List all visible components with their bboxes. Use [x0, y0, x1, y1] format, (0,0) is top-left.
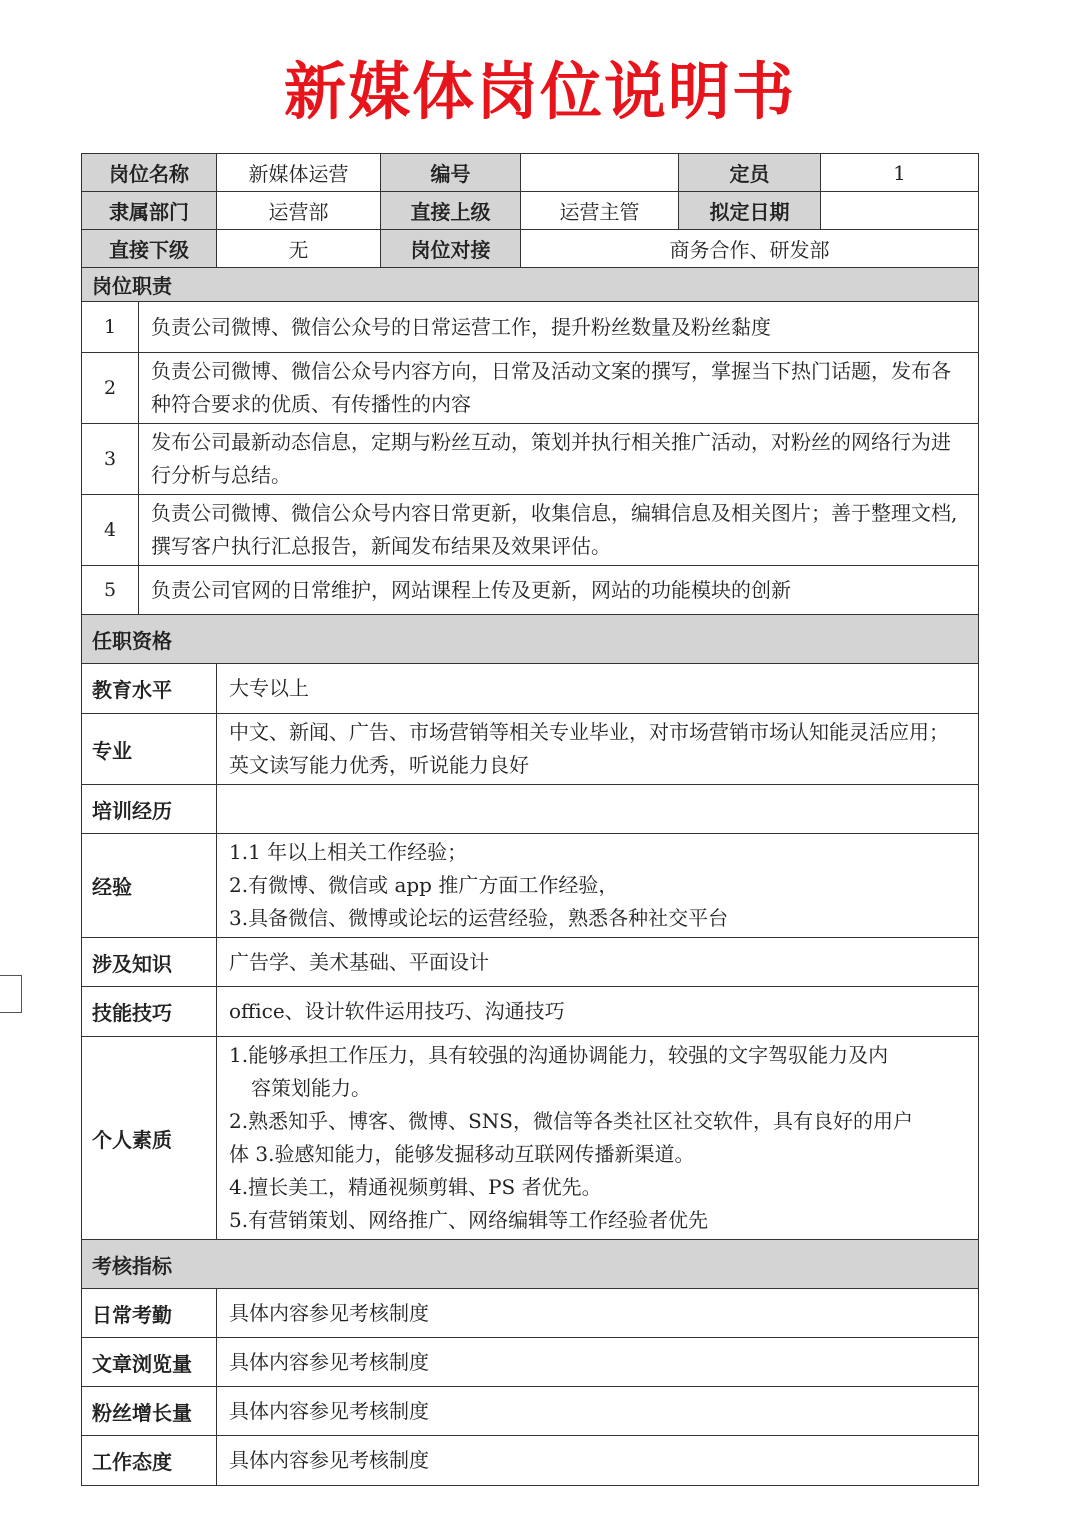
assessment-label: 粉丝增长量 [82, 1387, 217, 1436]
duty-number: 4 [82, 495, 139, 566]
assessment-value: 具体内容参见考核制度 [217, 1387, 979, 1436]
headcount-label: 定员 [679, 154, 821, 192]
assessment-row [82, 1436, 979, 1486]
duty-row [82, 353, 979, 424]
knowledge-row [82, 938, 979, 987]
training-row [82, 785, 979, 834]
qualifications-section-title: 任职资格 [82, 615, 979, 664]
duty-number: 5 [82, 566, 139, 615]
duty-text: 发布公司最新动态信息，定期与粉丝互动，策划并执行相关推广活动，对粉丝的网络行为进行分析与总结。 [139, 424, 979, 495]
duty-row [82, 566, 979, 615]
job-description-table [81, 153, 979, 1486]
superior-label: 直接上级 [381, 192, 521, 230]
experience-row [82, 834, 979, 938]
education-value: 大专以上 [217, 664, 979, 714]
major-label: 专业 [82, 714, 217, 785]
section-qualifications [82, 615, 979, 664]
assessment-section-title: 考核指标 [82, 1240, 979, 1289]
superior-value: 运营主管 [521, 192, 679, 230]
qualities-row [82, 1037, 979, 1240]
qualities-value [217, 1037, 979, 1240]
experience-line: 2.有微博、微信或 app 推广方面工作经验， [229, 873, 619, 897]
dept-value: 运营部 [217, 192, 381, 230]
position-name-label: 岗位名称 [82, 154, 217, 192]
code-label: 编号 [381, 154, 521, 192]
margin-checkbox [0, 975, 22, 1013]
duty-row [82, 302, 979, 353]
header-row-3 [82, 230, 979, 268]
skills-value: office、设计软件运用技巧、沟通技巧 [217, 987, 979, 1037]
qualities-line: 5.有营销策划、网络推广、网络编辑等工作经验者优先 [229, 1208, 709, 1232]
assessment-value: 具体内容参见考核制度 [217, 1289, 979, 1338]
assessment-value: 具体内容参见考核制度 [217, 1436, 979, 1486]
duty-number: 3 [82, 424, 139, 495]
header-row-1 [82, 154, 979, 192]
duty-row [82, 424, 979, 495]
training-label: 培训经历 [82, 785, 217, 834]
liaison-label: 岗位对接 [381, 230, 521, 268]
duty-row [82, 495, 979, 566]
subordinate-value: 无 [217, 230, 381, 268]
assessment-label: 文章浏览量 [82, 1338, 217, 1387]
assessment-label: 日常考勤 [82, 1289, 217, 1338]
duties-section-title: 岗位职责 [82, 268, 979, 302]
major-row [82, 714, 979, 785]
assessment-label: 工作态度 [82, 1436, 217, 1486]
experience-value [217, 834, 979, 938]
duty-text: 负责公司微博、微信公众号的日常运营工作，提升粉丝数量及粉丝黏度 [139, 302, 979, 353]
qualities-line: 2.熟悉知乎、博客、微博、SNS，微信等各类社区社交软件，具有良好的用户 [229, 1109, 913, 1133]
qualities-line: 容策划能力。 [251, 1076, 371, 1100]
page-title: 新媒体岗位说明书 [283, 55, 796, 128]
position-name-value: 新媒体运营 [217, 154, 381, 192]
assessment-row [82, 1289, 979, 1338]
headcount-value: 1 [821, 154, 979, 192]
dept-label: 隶属部门 [82, 192, 217, 230]
experience-line: 1.1 年以上相关工作经验； [229, 840, 468, 864]
education-row [82, 664, 979, 714]
duty-text: 负责公司微博、微信公众号内容方向，日常及活动文案的撰写，掌握当下热门话题，发布各种符合要求的优质、有传播性的内容 [139, 353, 979, 424]
assessment-row [82, 1338, 979, 1387]
code-value [521, 154, 679, 192]
training-value [217, 785, 979, 834]
liaison-value: 商务合作、研发部 [521, 230, 979, 268]
qualities-line: 体 3.验感知能力，能够发掘移动互联网传播新渠道。 [229, 1142, 695, 1166]
date-label: 拟定日期 [679, 192, 821, 230]
duty-number: 2 [82, 353, 139, 424]
duty-text: 负责公司官网的日常维护，网站课程上传及更新，网站的功能模块的创新 [139, 566, 979, 615]
duty-number: 1 [82, 302, 139, 353]
assessment-row [82, 1387, 979, 1436]
header-row-2 [82, 192, 979, 230]
skills-label: 技能技巧 [82, 987, 217, 1037]
assessment-value: 具体内容参见考核制度 [217, 1338, 979, 1387]
skills-row [82, 987, 979, 1037]
knowledge-label: 涉及知识 [82, 938, 217, 987]
section-assessment [82, 1240, 979, 1289]
date-value [821, 192, 979, 230]
duty-text: 负责公司微博、微信公众号内容日常更新，收集信息，编辑信息及相关图片；善于整理文档,撰写客户执行汇总报告，新闻发布结果及效果评估。 [139, 495, 979, 566]
qualities-line: 1.能够承担工作压力，具有较强的沟通协调能力，较强的文字驾驭能力及内 [229, 1043, 889, 1067]
qualities-label: 个人素质 [82, 1037, 217, 1240]
education-label: 教育水平 [82, 664, 217, 714]
section-duties [82, 268, 979, 302]
experience-line: 3.具备微信、微博或论坛的运营经验，熟悉各种社交平台 [229, 906, 729, 930]
qualities-line: 4.擅长美工，精通视频剪辑、PS 者优先。 [229, 1175, 602, 1199]
knowledge-value: 广告学、美术基础、平面设计 [217, 938, 979, 987]
major-value: 中文、新闻、广告、市场营销等相关专业毕业，对市场营销市场认知能灵活应用；英文读写能力优秀，听说能力良好 [217, 714, 979, 785]
experience-label: 经验 [82, 834, 217, 938]
subordinate-label: 直接下级 [82, 230, 217, 268]
